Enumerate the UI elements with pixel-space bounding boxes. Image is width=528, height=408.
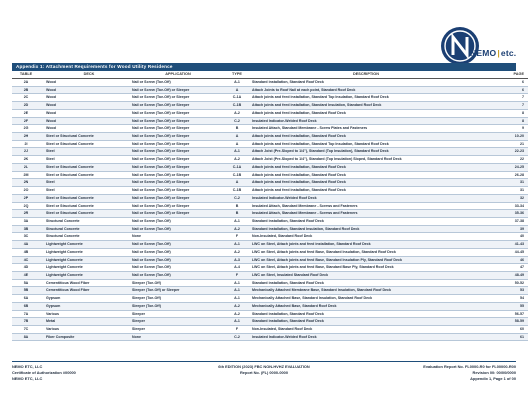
row-page: 53 — [480, 287, 528, 295]
row-description: Mechanically Attached Base, Standard Roof Deck — [250, 302, 480, 310]
row-description: Attach joints and feed installation, Standard Roof Deck — [250, 179, 480, 187]
row-application: Nail or Screw (Toe-Off) or Sleeper — [132, 210, 224, 218]
footer-company-2: NEMO ETC, LLC — [12, 376, 43, 381]
row-application: Nail or Screw (Toe-Off) — [132, 264, 224, 272]
row-deck: Wood — [40, 79, 132, 87]
row-deck: Cementitious Wood Fiber — [40, 287, 132, 295]
row-application: Sleeper — [132, 318, 224, 326]
row-page: 31 — [480, 187, 528, 195]
table-row — [12, 287, 528, 295]
row-type: A-1 — [224, 217, 250, 225]
table-row — [12, 264, 528, 272]
row-deck: Structural Concrete — [40, 225, 132, 233]
row-deck: Steel — [40, 187, 132, 195]
row-page: 40 — [480, 233, 528, 241]
row-table-id: 3C — [12, 233, 40, 241]
row-application: Nail or Screw (Toe-Off) — [132, 79, 224, 87]
row-table-id: 2Q — [12, 202, 40, 210]
row-type: C-2 — [224, 194, 250, 202]
row-description: Insulated Indicator-Welded Roof Deck — [250, 333, 480, 341]
row-description: Standard installation, Standard Roof Deck — [250, 279, 480, 287]
row-application: Nail or Screw (Toe-Off) or Sleeper — [132, 109, 224, 117]
col-page-header: PAGE — [480, 71, 528, 79]
row-deck: Gypsum — [40, 295, 132, 303]
row-application: Nail or Screw (Toe-Off) or Sleeper — [132, 102, 224, 110]
row-page: 8 — [480, 109, 528, 117]
row-description: Insulated Indicator-Welded Roof Deck — [250, 194, 480, 202]
row-application: Nail or Screw (Toe-Off) — [132, 217, 224, 225]
row-deck: Gypsum — [40, 302, 132, 310]
row-table-id: 2A — [12, 79, 40, 87]
row-page: 50-52 — [480, 279, 528, 287]
row-application: Nail or Screw (Toe-Off) — [132, 248, 224, 256]
row-page: 46 — [480, 256, 528, 264]
row-type: A-1 — [224, 79, 250, 87]
row-deck: Steel — [40, 156, 132, 164]
row-table-id: 4A — [12, 241, 40, 249]
row-application: None — [132, 333, 224, 341]
row-page: 7 — [480, 102, 528, 110]
row-type: B — [224, 125, 250, 133]
row-deck: Lightweight Concrete — [40, 271, 132, 279]
row-type: A-1 — [224, 287, 250, 295]
row-description: Standard installation, Standard Roof Deck — [250, 217, 480, 225]
col-deck-header: DECK — [40, 71, 132, 79]
row-deck: Structural Concrete — [40, 233, 132, 241]
row-description: LWC on Steel, Attach joints and feed Base, Standard Insulation Ply, Standard Roof Deck — [250, 256, 480, 264]
row-application: Nail or Screw (Toe-Off) — [132, 241, 224, 249]
table-row — [12, 94, 528, 102]
row-description: Mechanically Attached Membrane Base, Standard Insulation, Standard Roof Deck — [250, 287, 480, 295]
row-table-id: 7A — [12, 310, 40, 318]
row-type: A-2 — [224, 225, 250, 233]
row-table-id: 2K — [12, 156, 40, 164]
row-description: LWC on Steel, Attach joints and feed Base, Standard Insulation, Standard Roof Deck — [250, 248, 480, 256]
row-deck: Steel or Structural Concrete — [40, 133, 132, 141]
row-application: Sleeper (Toe-Off) — [132, 295, 224, 303]
row-type: A — [224, 179, 250, 187]
footer-report: Report No. (FL) 0000-0000 — [240, 370, 288, 375]
row-type: B — [224, 202, 250, 210]
row-description: Attach joints and feed installation, Standard Roof Deck — [250, 133, 480, 141]
row-type: A-4 — [224, 264, 250, 272]
row-description: Non-Insulated, Standard Roof Deck — [250, 326, 480, 334]
row-type: A-2 — [224, 302, 250, 310]
row-type: A — [224, 133, 250, 141]
table-row — [12, 248, 528, 256]
footer-evaluation: Evaluation Report No. FL0000-R0 for FL00000-R00 — [423, 364, 516, 369]
row-deck: Metal — [40, 318, 132, 326]
attachment-table — [12, 71, 528, 341]
logo-suffix: etc. — [500, 48, 517, 58]
row-table-id: 2N — [12, 179, 40, 187]
row-deck: Structural Concrete — [40, 217, 132, 225]
table-row — [12, 102, 528, 110]
row-deck: Various — [40, 326, 132, 334]
row-page: 9 — [480, 125, 528, 133]
row-page: 48-49 — [480, 271, 528, 279]
table-body — [12, 79, 528, 341]
row-table-id: 3A — [12, 217, 40, 225]
row-description: Insulated Attach, Standard Membrane - Screws and Fasteners — [250, 210, 480, 218]
table-row — [12, 125, 528, 133]
row-page: 26-28 — [480, 171, 528, 179]
table-row — [12, 279, 528, 287]
table-row — [12, 318, 528, 326]
row-description: Attach Joist (Pre-Sloped to 1/4"), Standard (Top Insulation) Sloped, Standard Roof Deck — [250, 156, 480, 164]
row-deck: Fiber Composite — [40, 333, 132, 341]
row-table-id: 7C — [12, 326, 40, 334]
row-type: A-2 — [224, 109, 250, 117]
row-deck: Steel — [40, 148, 132, 156]
row-page: 22 — [480, 156, 528, 164]
row-type: A-1 — [224, 279, 250, 287]
row-application: None — [132, 233, 224, 241]
row-deck: Lightweight Concrete — [40, 256, 132, 264]
row-application: Nail or Screw (Toe-Off) or Sleeper — [132, 163, 224, 171]
row-description: LWC on Steel, Insulated Standard Roof Deck — [250, 271, 480, 279]
table-row — [12, 140, 528, 148]
logo-brand: NEMO — [470, 48, 497, 58]
row-application: Nail or Screw (Toe-Off) or Sleeper — [132, 202, 224, 210]
row-table-id: 2H — [12, 133, 40, 141]
table-row — [12, 79, 528, 87]
row-description: Attach joints and feed installation, Standard Roof Deck — [250, 171, 480, 179]
row-application: Nail or Screw (Toe-Off) or Sleeper — [132, 133, 224, 141]
row-table-id: 2R — [12, 210, 40, 218]
row-application: Sleeper (Toe-Off) or Sleeper — [132, 287, 224, 295]
row-type: A-1 — [224, 241, 250, 249]
row-description: Standard installation, Standard Roof Deck — [250, 310, 480, 318]
row-application: Sleeper — [132, 310, 224, 318]
table-row — [12, 133, 528, 141]
row-deck: Wood — [40, 102, 132, 110]
row-table-id: 2C — [12, 94, 40, 102]
row-description: Standard installation, Standard Roof Deck — [250, 79, 480, 87]
row-table-id: 2B — [12, 86, 40, 94]
row-table-id: 8A — [12, 333, 40, 341]
row-table-id: 2P — [12, 194, 40, 202]
row-deck: Lightweight Concrete — [40, 241, 132, 249]
table-row — [12, 326, 528, 334]
row-description: Attach Joist (Pre-Sloped to 1/4"), Standard (Top Insulation), Standard Roof Deck — [250, 148, 480, 156]
row-table-id: 3B — [12, 225, 40, 233]
row-type: C-2 — [224, 333, 250, 341]
row-page: 33-34 — [480, 202, 528, 210]
row-description: Standard installation, Standard Roof Deck — [250, 318, 480, 326]
footer-right — [360, 364, 516, 382]
row-type: F — [224, 271, 250, 279]
row-page: 61 — [480, 333, 528, 341]
col-application-header: APPLICATION — [132, 71, 224, 79]
table-row — [12, 302, 528, 310]
row-deck: Lightweight Concrete — [40, 264, 132, 272]
row-type: C-2 — [224, 117, 250, 125]
table-row — [12, 179, 528, 187]
row-type: C-1A — [224, 163, 250, 171]
row-page: 44-45 — [480, 248, 528, 256]
row-type: C-1B — [224, 102, 250, 110]
table-header-row — [12, 71, 528, 79]
row-table-id: 6A — [12, 295, 40, 303]
row-table-id: 2M — [12, 171, 40, 179]
row-application: Nail or Screw (Toe-Off) — [132, 271, 224, 279]
row-deck: Steel or Structural Concrete — [40, 210, 132, 218]
row-page: 58-59 — [480, 318, 528, 326]
footer-revision: Revision 00: 00/00/0000 — [472, 370, 516, 375]
row-description: Mechanically Attached Base, Standard Insulation, Standard Roof Deck — [250, 295, 480, 303]
table-title: Appendix 1: Attachment Requirements for Wood Utility Residence — [12, 63, 516, 71]
row-application: Nail or Screw (Toe-Off) or Sleeper — [132, 171, 224, 179]
row-deck: Steel or Structural Concrete — [40, 140, 132, 148]
row-page: 54 — [480, 295, 528, 303]
row-application: Sleeper (Toe-Off) — [132, 279, 224, 287]
row-table-id: 2D — [12, 102, 40, 110]
row-page: 41-43 — [480, 241, 528, 249]
footer-edition: 6th EDITION (2023) FBC NON-HVHZ EVALUATION — [218, 364, 310, 369]
row-deck: Steel or Structural Concrete — [40, 171, 132, 179]
table-row — [12, 202, 528, 210]
row-type: A-1 — [224, 318, 250, 326]
row-page: 39 — [480, 225, 528, 233]
row-description: Attach joints and feed installation, Standard Top Insulation, Standard Roof Deck — [250, 94, 480, 102]
row-page: 47 — [480, 264, 528, 272]
footer-divider — [12, 361, 516, 362]
row-description: Non-Insulated, Standard Roof Deck — [250, 233, 480, 241]
table-row — [12, 225, 528, 233]
row-application: Nail or Screw (Toe-Off) or Sleeper — [132, 148, 224, 156]
row-type: A-2 — [224, 310, 250, 318]
row-application: Nail or Screw (Toe-Off) — [132, 256, 224, 264]
row-page: 8 — [480, 117, 528, 125]
row-table-id: 6B — [12, 302, 40, 310]
table-row — [12, 163, 528, 171]
row-deck: Steel or Structural Concrete — [40, 163, 132, 171]
row-page: 56-57 — [480, 310, 528, 318]
logo-wordmark: NEMO|etc. — [470, 48, 517, 58]
row-table-id: 4E — [12, 271, 40, 279]
table-row — [12, 233, 528, 241]
row-deck: Wood — [40, 86, 132, 94]
row-table-id: 2E — [12, 109, 40, 117]
row-deck: Steel — [40, 179, 132, 187]
row-deck: Lightweight Concrete — [40, 248, 132, 256]
row-application: Nail or Screw (Toe-Off) — [132, 225, 224, 233]
row-application: Nail or Screw (Toe-Off) or Sleeper — [132, 86, 224, 94]
row-description: Insulated Indicator-Welded Roof Deck — [250, 117, 480, 125]
table-row — [12, 295, 528, 303]
table-row — [12, 310, 528, 318]
row-type: F — [224, 233, 250, 241]
row-page: 7 — [480, 94, 528, 102]
row-deck: Steel or Structural Concrete — [40, 202, 132, 210]
table-row — [12, 156, 528, 164]
row-type: A-2 — [224, 156, 250, 164]
footer-company: NEMO ETC, LLC — [12, 364, 43, 369]
row-type: A-2 — [224, 248, 250, 256]
row-page: 32 — [480, 194, 528, 202]
row-page: 22-23 — [480, 148, 528, 156]
row-page: 24-25 — [480, 163, 528, 171]
row-deck: Wood — [40, 125, 132, 133]
row-description: Attach joints and feed installation, Standard Roof Deck — [250, 187, 480, 195]
row-application: Nail or Screw (Toe-Off) or Sleeper — [132, 179, 224, 187]
table-row — [12, 194, 528, 202]
row-type: A — [224, 140, 250, 148]
row-type: B — [224, 210, 250, 218]
row-description: Attach joints and feed installation, Standard Top Insulation, Standard Roof Deck — [250, 140, 480, 148]
col-type-header: TYPE — [224, 71, 250, 79]
row-description: LWC on Steel, Attach joints and feed Base, Standard Base Ply, Standard Roof Deck — [250, 264, 480, 272]
row-page: 21 — [480, 140, 528, 148]
row-page: 6 — [480, 86, 528, 94]
row-type: C-1B — [224, 171, 250, 179]
col-table-header: TABLE — [12, 71, 40, 79]
row-type: A — [224, 86, 250, 94]
row-deck: Wood — [40, 117, 132, 125]
footer-page: Appendix 1, Page 1 of 00 — [470, 376, 516, 381]
row-table-id: 4C — [12, 256, 40, 264]
row-application: Sleeper — [132, 326, 224, 334]
row-description: Attach joints and feed installation, Standard Roof Deck — [250, 109, 480, 117]
row-page: 37-38 — [480, 217, 528, 225]
col-description-header: DESCRIPTION — [250, 71, 480, 79]
table-row — [12, 256, 528, 264]
row-table-id: 5A — [12, 279, 40, 287]
row-page: 6 — [480, 79, 528, 87]
row-application: Nail or Screw (Toe-Off) or Sleeper — [132, 140, 224, 148]
row-description: Attach joints and feed installation, Standard Insulation, Standard Roof Deck — [250, 102, 480, 110]
row-table-id: 2F — [12, 117, 40, 125]
row-table-id: 2J — [12, 148, 40, 156]
footer-certificate: Certificate of Authorization #00000 — [12, 370, 76, 375]
row-table-id: 2L — [12, 163, 40, 171]
row-type: F — [224, 326, 250, 334]
table-row — [12, 210, 528, 218]
row-table-id: 4D — [12, 264, 40, 272]
row-description: Attach Joints to Roof Nail at each point, Standard Roof Deck — [250, 86, 480, 94]
row-table-id: 2I — [12, 140, 40, 148]
footer-left — [12, 364, 76, 382]
row-deck: Steel or Structural Concrete — [40, 194, 132, 202]
row-page: 10-20 — [480, 133, 528, 141]
row-deck: Cementitious Wood Fiber — [40, 279, 132, 287]
row-description: Attach joints and feed installation, Standard Roof Deck — [250, 163, 480, 171]
row-application: Sleeper (Toe-Off) — [132, 302, 224, 310]
row-page: 35-36 — [480, 210, 528, 218]
row-description: Standard installation, Standard Insulation, Standard Roof Deck — [250, 225, 480, 233]
row-deck: Various — [40, 310, 132, 318]
row-application: Nail or Screw (Toe-Off) or Sleeper — [132, 156, 224, 164]
row-type: A-3 — [224, 256, 250, 264]
table-row — [12, 148, 528, 156]
row-application: Nail or Screw (Toe-Off) or Sleeper — [132, 125, 224, 133]
table-row — [12, 271, 528, 279]
row-type: C-1A — [224, 94, 250, 102]
row-description: Insulated Attach, Standard Membrane - Screws and Fasteners — [250, 202, 480, 210]
table-row — [12, 241, 528, 249]
row-table-id: 7B — [12, 318, 40, 326]
row-page: 55 — [480, 302, 528, 310]
row-table-id: 2G — [12, 125, 40, 133]
table-row — [12, 187, 528, 195]
row-type: A-1 — [224, 148, 250, 156]
table-row — [12, 86, 528, 94]
row-application: Nail or Screw (Toe-Off) or Sleeper — [132, 94, 224, 102]
row-application: Nail or Screw (Toe-Off) or Sleeper — [132, 187, 224, 195]
row-deck: Wood — [40, 109, 132, 117]
row-description: LWC on Steel, Attach joints and feed installation, Standard Roof Deck — [250, 241, 480, 249]
row-page: 31 — [480, 179, 528, 187]
table-row — [12, 171, 528, 179]
row-application: Nail or Screw (Toe-Off) or Sleeper — [132, 194, 224, 202]
row-table-id: 4B — [12, 248, 40, 256]
footer-center — [186, 364, 342, 376]
row-table-id: 2O — [12, 187, 40, 195]
row-type: A-1 — [224, 295, 250, 303]
row-application: Nail or Screw (Toe-Off) or Sleeper — [132, 117, 224, 125]
row-page: 60 — [480, 326, 528, 334]
row-type: C-1B — [224, 187, 250, 195]
row-deck: Wood — [40, 94, 132, 102]
table-row — [12, 217, 528, 225]
row-table-id: 5B — [12, 287, 40, 295]
table-row — [12, 333, 528, 341]
table-row — [12, 117, 528, 125]
table-row — [12, 109, 528, 117]
row-description: Insulated Attach, Standard Membrane - Screw Plates and Fasteners — [250, 125, 480, 133]
